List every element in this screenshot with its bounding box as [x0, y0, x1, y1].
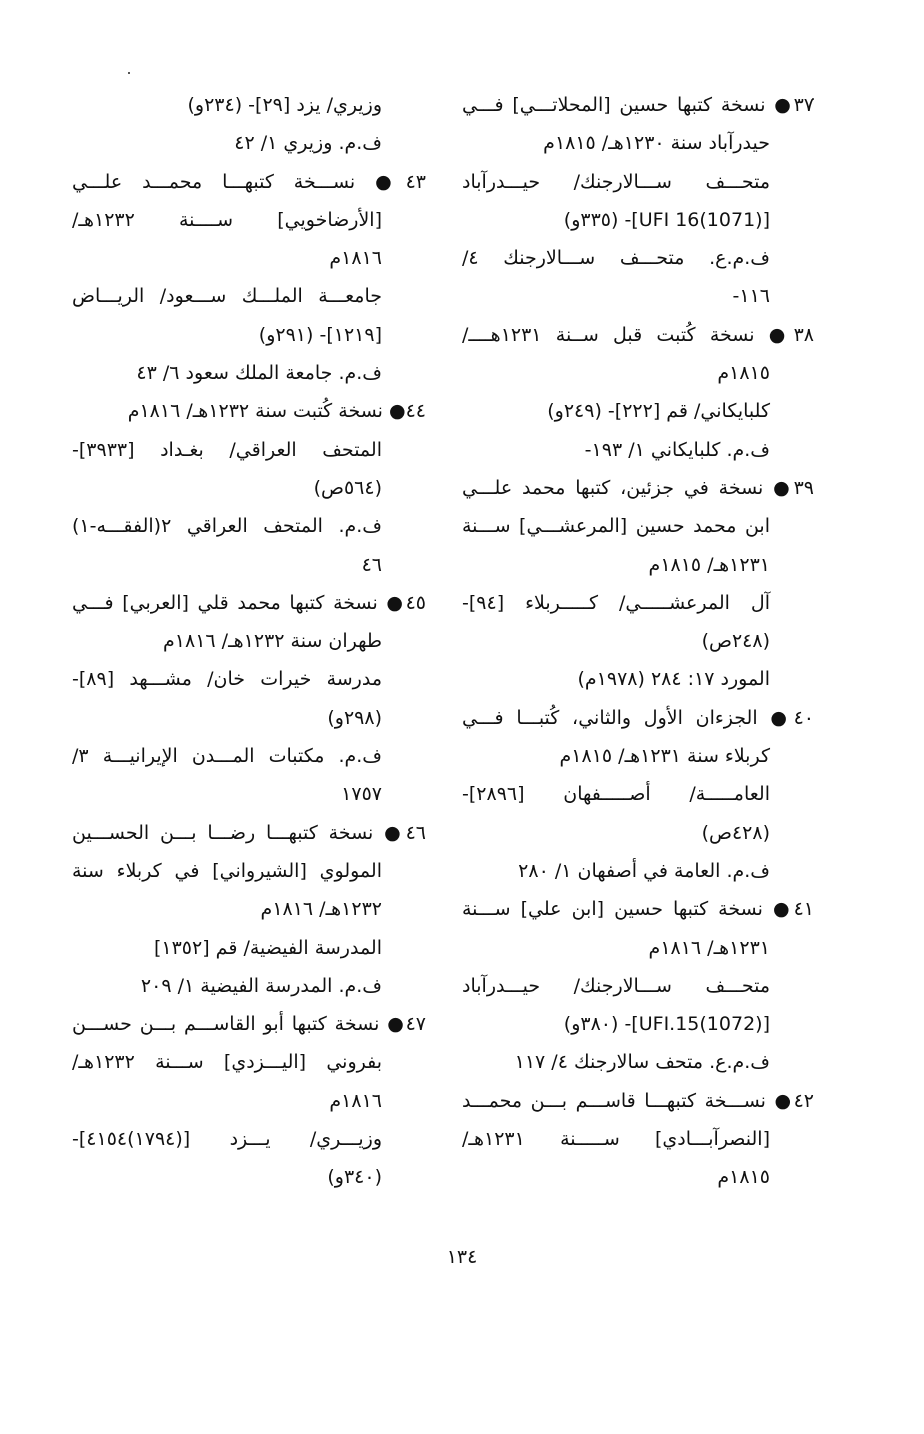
entry-line: ف.م. وزيري ١/ ٤٢ [234, 132, 382, 155]
entry-line: ١٨١٦م [329, 1089, 382, 1112]
entry-line: العامـــــة/ أصـــــفهان [٢٨٩٦]- [462, 783, 770, 806]
entry-line: حيدرآباد سنة ١٢٣٠هـ/ ١٨١٥م [543, 132, 770, 155]
entry-line: ١١٦- [732, 285, 770, 308]
entry-line: المولوي [الشيرواني] في كربلاء سنة [72, 859, 382, 882]
entry-line: ف.م. مكتبات المـــدن الإيرانيـــة ٣/ [72, 745, 382, 768]
entry-heading-line: ٤٠● الجزءان الأول والثاني، كُتبـــا فـــي [462, 706, 814, 729]
entry-heading-line: ٤٦● نسخة كتبهـــا رضـــا بـــن الحســـين [72, 821, 426, 844]
entry-line: ١٢٣١هـ/ ١٨١٥م [648, 553, 770, 576]
entry-line: [١٢١٩]- (٢٩١و) [258, 323, 382, 346]
entry-heading-line: ٤٢● نســـخة كتبهـــا قاســـم بـــن محمـــد [462, 1089, 814, 1112]
entry-line: وزيـــري/ يـــزد [(١٧٩٤)٤١٥٤]- [72, 1128, 382, 1151]
scan-speck [128, 72, 130, 74]
entry-line: [النصرآبـــادي] ســـــنة ١٢٣١هـ/ [462, 1128, 770, 1151]
entry-line: المتحف العراقي/ بغـداد [٣٩٣٣]- [72, 438, 382, 461]
entry-line: جامعـــة الملـــك ســـعود/ الريـــاض [72, 285, 382, 308]
entry-line: [UFI.15(1072)]- (٣٨٠و) [563, 1013, 770, 1036]
page-number: ١٣٤ [446, 1246, 478, 1268]
entry-heading-line: ٤٧● نسخة كتبها أبو القاســـم بـــن حســـن [72, 1013, 426, 1036]
entry-line: ف.م. كلبايكاني ١/ ١٩٣- [584, 438, 770, 461]
entry-line: ف.م. جامعة الملك سعود ٦/ ٤٣ [136, 362, 382, 385]
entry-line: ف.م. العامة في أصفهان ١/ ٢٨٠ [518, 859, 770, 882]
entry-line: (٢٤٨ص) [701, 630, 770, 653]
entry-line: متحـــف ســـالارجنك/ حيـــدرآباد [462, 170, 770, 193]
entry-line: ف.م. المتحف العراقي ٢(الفقـــه-١) [72, 515, 382, 538]
entry-line: (٤٢٨ص) [701, 821, 770, 844]
entry-line: ١٨١٥م [717, 362, 770, 385]
entry-heading-line: ٣٧● نسخة كتبها حسين [المحلاتـــي] فـــي [462, 94, 814, 116]
entry-line: كربلاء سنة ١٢٣١هـ/ ١٨١٥م [559, 745, 770, 768]
right-column [462, 86, 814, 1197]
entry-line: ف.م.ع. متحـــف ســـالارجنك ٤/ [462, 247, 770, 270]
entry-heading-line: ٣٨● نسخة كُتبت قبل ســنة ١٢٣١هــــ/ [462, 323, 814, 346]
entry-heading-line: ٣٩● نسخة في جزئين، كتبها محمد علـــي [462, 476, 814, 499]
entry-line: (٣٤٠و) [327, 1166, 382, 1189]
entry-line: ١٢٣٢هـ/ ١٨١٦م [260, 898, 382, 921]
entry-line: ١٨١٥م [717, 1166, 770, 1189]
entry-line: مدرسة خيرات خان/ مشـــهد [٨٩]- [72, 668, 382, 691]
entry-line: ف.م. المدرسة الفيضية ١/ ٢٠٩ [140, 974, 382, 997]
entry-line: طهران سنة ١٢٣٢هـ/ ١٨١٦م [163, 630, 382, 653]
entry-line: [الأرضاخويي] ســــنة ١٢٣٢هـ/ [72, 208, 382, 231]
entry-line: ابن محمد حسين [المرعشـــي] ســـنة [462, 515, 770, 538]
entry-line: (٥٦٤ص) [313, 476, 382, 499]
entry-line: ٤٦ [361, 553, 382, 576]
entry-line: ١٨١٦م [329, 247, 382, 270]
entry-heading-line: ٤١● نسخة كتبها حسين [ابن علي] ســـنة [462, 898, 814, 921]
entry-line: آل المرعشـــــي/ كـــــربلاء [٩٤]- [462, 591, 770, 614]
left-column [72, 86, 426, 1197]
entry-line: كلبايكاني/ قم [٢٢٢]- (٢٤٩و) [547, 400, 770, 423]
entry-line: ١٧٥٧ [341, 783, 382, 806]
entry-line: المدرسة الفيضية/ قم [١٣٥٢] [153, 936, 382, 959]
entry-line: المورد ١٧: ٢٨٤ (١٩٧٨م) [577, 668, 770, 691]
entry-line: ١٢٣١هـ/ ١٨١٦م [648, 936, 770, 959]
entry-line: وزيري/ يزد [٢٩]- (٢٣٤و) [187, 94, 382, 116]
entry-heading-line: ٤٣● نســـخة كتبهـــا محمـــد علـــي [72, 170, 426, 193]
entry-line: بفروني [اليـــزدي] ســـنة ١٢٣٢هـ/ [72, 1051, 382, 1074]
entry-line: (٢٩٨و) [327, 706, 382, 729]
entry-line: ف.م.ع. متحف سالارجنك ٤/ ١١٧ [514, 1051, 770, 1074]
entry-line: [UFI 16(1071)]- (٣٣٥و) [563, 208, 770, 231]
entry-line: متحـــف ســـالارجنك/ حيـــدرآباد [462, 974, 770, 997]
entry-heading-line: ٤٤● نسخة كُتبت سنة ١٢٣٢هـ/ ١٨١٦م [127, 400, 426, 423]
entry-heading-line: ٤٥● نسخة كتبها محمد قلي [العربي] فـــي [72, 591, 426, 614]
